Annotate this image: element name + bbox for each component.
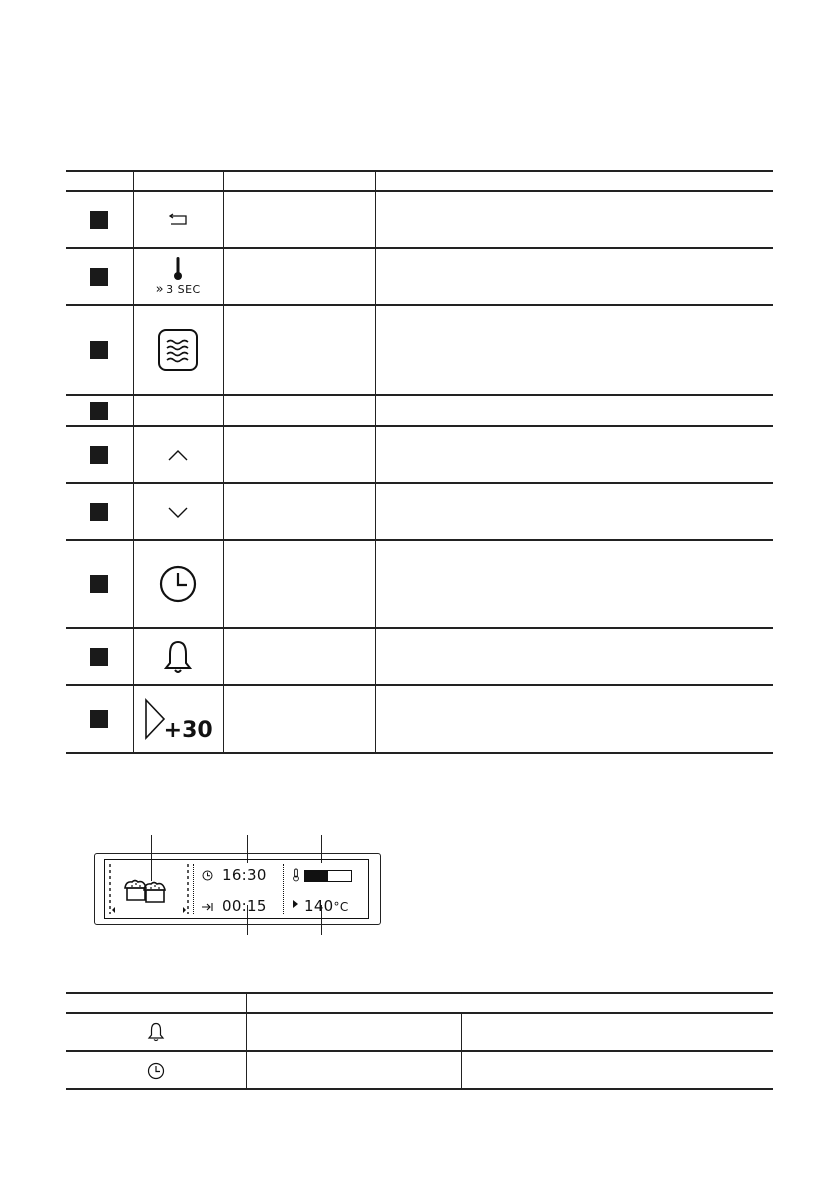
row-number-marker [90,341,108,359]
temperature-readout [304,897,349,915]
back-arrow-icon[interactable] [166,213,190,227]
steam-waves-icon[interactable] [157,328,199,372]
chevron-up-icon[interactable] [167,448,189,462]
table-row [66,426,773,483]
row-number-marker [90,503,108,521]
display-divider-2 [283,864,284,914]
row-number-marker [90,710,108,728]
row-number-marker [90,268,108,286]
time-readout: 16:30 [222,866,267,884]
table-row [66,540,773,628]
temperature-value: 140 [304,897,334,915]
table-header-row [66,171,773,191]
oven-cavity-icon [106,860,192,918]
clock-icon [147,1062,165,1080]
clock-icon[interactable] [158,564,198,604]
play-indicator-icon [293,900,298,908]
function-table [66,992,773,1090]
plus-30-label: +30 [163,718,213,743]
row-number-marker [90,648,108,666]
play-triangle-icon[interactable] [144,698,166,740]
hold-duration-label: 3 SEC [166,283,201,296]
table-row [66,1013,773,1051]
heat-level-bar [304,870,352,882]
table-row [66,628,773,685]
temperature-unit: °C [333,900,349,914]
table-row [66,191,773,248]
display-screen [104,859,369,919]
clock-icon [202,870,213,881]
row-number-marker [90,446,108,464]
table-row [66,685,773,753]
duration-readout: 00:15 [222,897,267,915]
duration-icon [201,902,215,912]
row-number-marker [90,211,108,229]
heat-level-fill [305,871,328,881]
row-number-marker [90,575,108,593]
display-divider-1 [193,864,194,914]
table-row [66,305,773,395]
bell-icon[interactable] [163,639,193,675]
row-number-marker [90,402,108,420]
control-panel-table [66,170,773,754]
thermometer-icon[interactable] [172,256,184,282]
table-row [66,248,773,305]
table-row [66,395,773,426]
table-header-row [66,993,773,1013]
table-row [66,483,773,540]
double-chevron-icon: » [155,282,165,297]
chevron-down-icon[interactable] [167,505,189,519]
bell-icon [147,1022,165,1042]
oven-display [94,853,381,925]
thermometer-icon [292,868,300,882]
table-row [66,1051,773,1089]
